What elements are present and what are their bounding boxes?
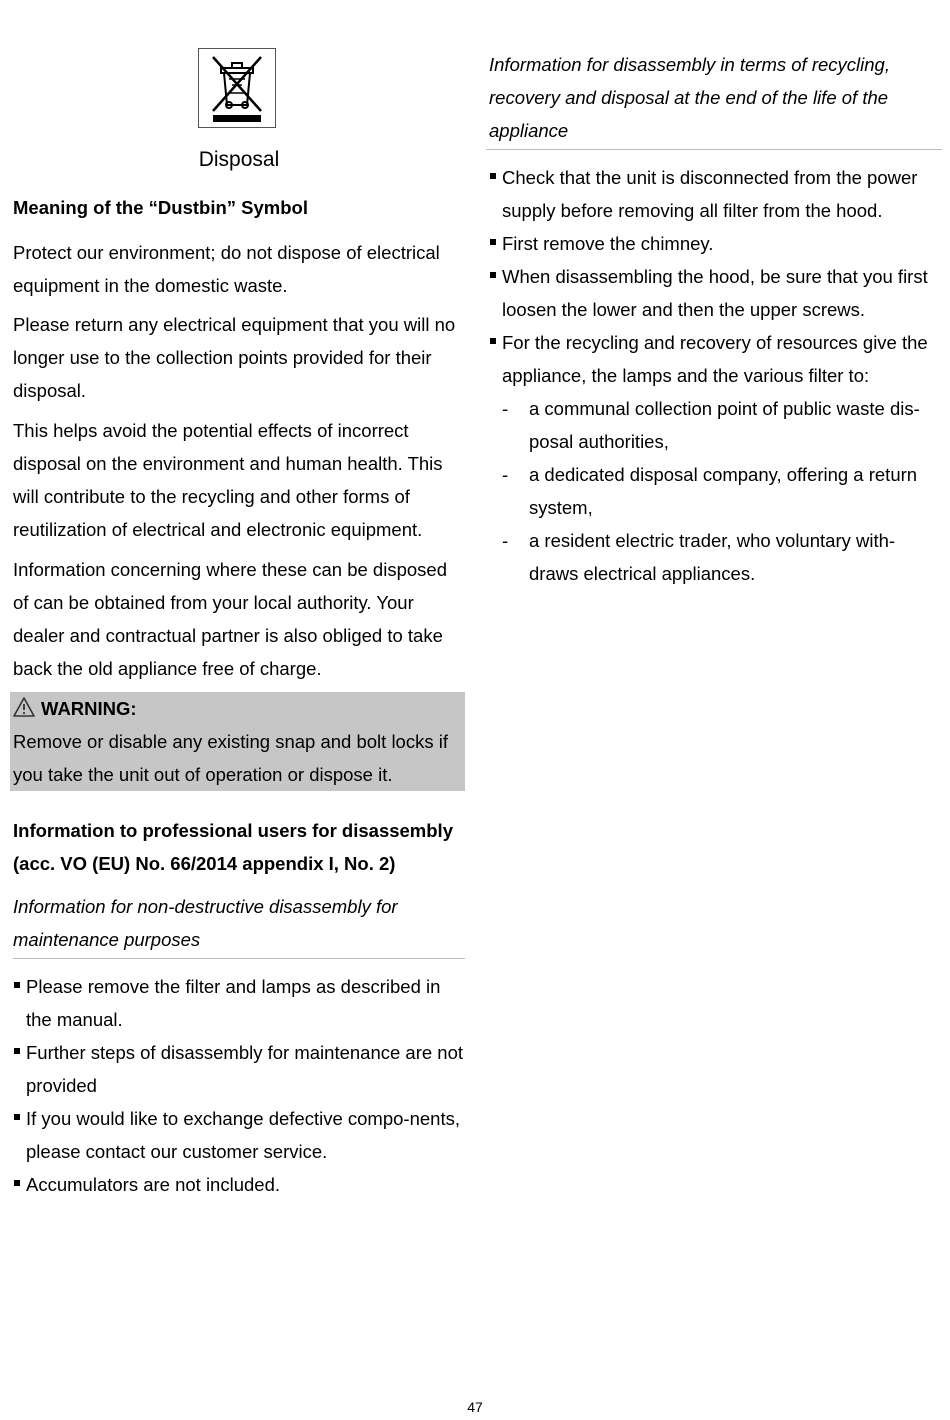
paragraph-protect-environment: Protect our environment; do not dispose of electrical equipment in the domestic waste. bbox=[13, 242, 440, 296]
dash-list-item bbox=[489, 524, 942, 590]
list-item: Accumulators are not included. bbox=[13, 1168, 465, 1201]
list-item: For the recycling and recovery of resources give the appliance, the lamps and the various filter to: bbox=[489, 326, 942, 392]
divider bbox=[13, 958, 465, 959]
list-item: Check that the unit is disconnected from the power supply before removing all filter from the hood. bbox=[489, 161, 942, 227]
maintenance-bullet-list bbox=[13, 970, 465, 1201]
list-item: Please remove the filter and lamps as described in the manual. bbox=[13, 970, 465, 1036]
list-item: Further steps of disassembly for maintenance are not provided bbox=[13, 1036, 465, 1102]
dash-list-item bbox=[489, 458, 942, 524]
warning-heading bbox=[13, 692, 137, 725]
professional-users-heading: Information to professional users for disassembly (acc. VO (EU) No. 66/2014 appendix I, No. 2) bbox=[13, 820, 453, 874]
dash-mark: - bbox=[502, 530, 509, 551]
dash-mark: - bbox=[502, 464, 509, 485]
list-item: First remove the chimney. bbox=[489, 227, 942, 260]
paragraph-avoid-effects: This helps avoid the potential effects of incorrect disposal on the environment and human health. This will contribute to the recycling and other forms of reutilization of electrical and electronic equipment. bbox=[13, 420, 443, 540]
warning-box bbox=[10, 692, 465, 791]
meaning-heading: Meaning of the “Dustbin” Symbol bbox=[13, 197, 308, 218]
page-number: 47 bbox=[467, 1399, 483, 1415]
divider bbox=[486, 149, 942, 150]
warning-text: Remove or disable any existing snap and bolt locks if you take the unit out of operation or dispose it. bbox=[13, 731, 448, 785]
recycling-heading: Information for disassembly in terms of recycling, recovery and disposal at the end of the life of the appliance bbox=[489, 54, 890, 141]
dash-item-text: a communal collection point of public waste dis-posal authorities, bbox=[529, 398, 920, 452]
paragraph-return-equipment: Please return any electrical equipment that you will no longer use to the collection points provided for their disposal. bbox=[13, 314, 456, 401]
list-item: If you would like to exchange defective compo-nents, please contact our customer service. bbox=[13, 1102, 465, 1168]
paragraph-local-authority: Information concerning where these can be disposed of can be obtained from your local authority. Your dealer and contractual partner is also obliged to take back the old appliance free of charge. bbox=[13, 559, 447, 679]
recycling-bullet-list bbox=[489, 161, 942, 590]
disposal-title: Disposal bbox=[198, 148, 280, 171]
dash-item-text: a dedicated disposal company, offering a return system, bbox=[529, 464, 918, 518]
dash-item-text: a resident electric trader, who voluntary with-draws electrical appliances. bbox=[529, 530, 896, 584]
dash-list-item bbox=[489, 392, 942, 458]
dash-mark: - bbox=[502, 398, 509, 419]
list-item: When disassembling the hood, be sure that you first loosen the lower and then the upper screws. bbox=[489, 260, 942, 326]
warning-label: WARNING: bbox=[41, 698, 137, 719]
crossed-out-wheelie-bin-icon bbox=[198, 48, 276, 128]
non-destructive-heading: Information for non-destructive disassembly for maintenance purposes bbox=[13, 896, 398, 950]
warning-triangle-icon bbox=[13, 695, 35, 717]
recipient-dash-list bbox=[489, 392, 942, 590]
